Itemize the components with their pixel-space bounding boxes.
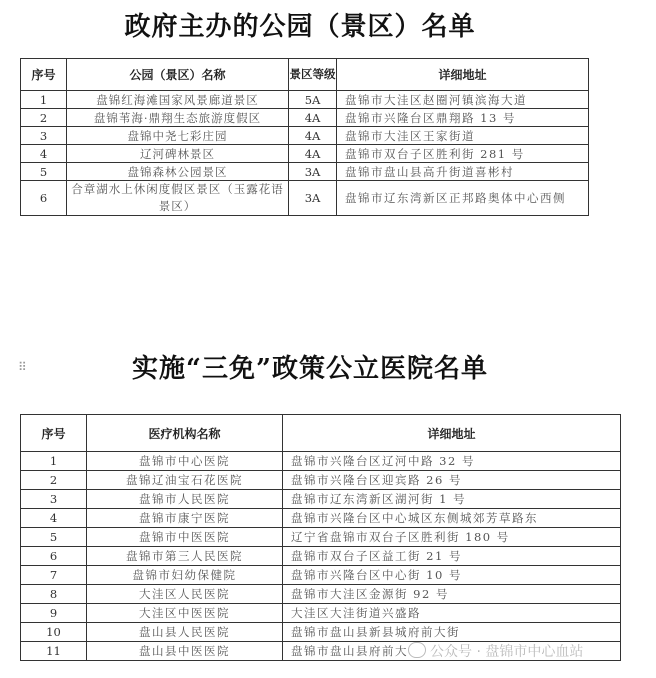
row-no: 11: [21, 642, 87, 661]
header-hospital-name: 医疗机构名称: [87, 415, 283, 452]
table-row: [21, 509, 621, 528]
row-hospital-name: 盘锦市人民医院: [87, 490, 283, 509]
row-address: 盘锦市双台子区胜利街 281 号: [337, 145, 589, 163]
row-park-name: 合章湖水上休闲度假区景区（玉露花语景区）: [67, 181, 289, 216]
row-no: 6: [21, 181, 67, 216]
row-no: 9: [21, 604, 87, 623]
header-address: 详细地址: [337, 59, 589, 91]
row-hospital-name: 盘锦市妇幼保健院: [87, 566, 283, 585]
header-address: 详细地址: [283, 415, 621, 452]
table-row: [21, 471, 621, 490]
row-address: 盘锦市大洼区王家街道: [337, 127, 589, 145]
wechat-icon: [408, 642, 426, 658]
header-park-name: 公园（景区）名称: [67, 59, 289, 91]
row-address: 盘锦市兴隆台区中心城区东侧城郊芳草路东: [283, 509, 621, 528]
row-hospital-name: 盘山县人民医院: [87, 623, 283, 642]
table-row: [21, 585, 621, 604]
row-address: 大洼区大洼街道兴盛路: [283, 604, 621, 623]
table-row: [21, 127, 589, 145]
table-row: [21, 109, 589, 127]
row-park-name: 盘锦中尧七彩庄园: [67, 127, 289, 145]
row-address: 盘锦市盘山县高升街道喜彬村: [337, 163, 589, 181]
row-level: 4A: [289, 145, 337, 163]
park-list-title: 政府主办的公园（景区）名单: [124, 12, 476, 42]
row-address: 盘锦市大洼区金源街 92 号: [283, 585, 621, 604]
table-row: [21, 490, 621, 509]
row-no: 8: [21, 585, 87, 604]
row-no: 4: [21, 509, 87, 528]
table-row: [21, 604, 621, 623]
row-hospital-name: 盘锦市中心医院: [87, 452, 283, 471]
row-hospital-name: 盘锦市康宁医院: [87, 509, 283, 528]
table-row: [21, 566, 621, 585]
row-no: 3: [21, 127, 67, 145]
row-no: 6: [21, 547, 87, 566]
header-no: 序号: [21, 415, 87, 452]
row-level: 4A: [289, 127, 337, 145]
row-hospital-name: 盘锦市中医医院: [87, 528, 283, 547]
row-address: 盘锦市大洼区赵圈河镇滨海大道: [337, 91, 589, 109]
drag-handle-icon[interactable]: ⠿: [18, 360, 27, 374]
row-park-name: 盘锦苇海·鼎翔生态旅游度假区: [67, 109, 289, 127]
header-no: 序号: [21, 59, 67, 91]
row-no: 10: [21, 623, 87, 642]
row-no: 3: [21, 490, 87, 509]
row-no: 5: [21, 163, 67, 181]
row-no: 1: [21, 452, 87, 471]
hospital-list-title: 实施“三免”政策公立医院名单: [132, 354, 488, 384]
row-level: 4A: [289, 109, 337, 127]
table-row: [21, 181, 589, 216]
row-no: 2: [21, 109, 67, 127]
row-address: 盘锦市辽东湾新区湖河街 1 号: [283, 490, 621, 509]
row-level: 3A: [289, 181, 337, 216]
row-address: 盘锦市盘山县府前大: [283, 642, 621, 661]
row-address: 盘锦市兴隆台区迎宾路 26 号: [283, 471, 621, 490]
hospital-table: [20, 414, 621, 661]
row-no: 4: [21, 145, 67, 163]
row-no: 2: [21, 471, 87, 490]
row-address: 盘锦市兴隆台区鼎翔路 13 号: [337, 109, 589, 127]
header-level: 景区等级: [289, 59, 337, 91]
row-hospital-name: 大洼区中医医院: [87, 604, 283, 623]
row-park-name: 盘锦森林公园景区: [67, 163, 289, 181]
watermark: [408, 641, 583, 661]
table-row: [21, 145, 589, 163]
table-row: [21, 91, 589, 109]
row-park-name: 辽河碑林景区: [67, 145, 289, 163]
row-address: 盘锦市兴隆台区中心街 10 号: [283, 566, 621, 585]
table-row: [21, 547, 621, 566]
row-address: 盘锦市双台子区益工街 21 号: [283, 547, 621, 566]
watermark-text: 公众号 · 盘锦市中心血站: [430, 644, 584, 660]
row-park-name: 盘锦红海滩国家风景廊道景区: [67, 91, 289, 109]
row-level: 3A: [289, 163, 337, 181]
row-hospital-name: 大洼区人民医院: [87, 585, 283, 604]
row-no: 5: [21, 528, 87, 547]
row-address: 盘锦市兴隆台区辽河中路 32 号: [283, 452, 621, 471]
park-table: [20, 58, 589, 216]
table-row: [21, 452, 621, 471]
row-address: 辽宁省盘锦市双台子区胜利街 180 号: [283, 528, 621, 547]
row-address: 盘锦市辽东湾新区正邦路奥体中心西侧: [337, 181, 589, 216]
table-row: [21, 528, 621, 547]
row-address: 盘锦市盘山县新县城府前大街: [283, 623, 621, 642]
row-level: 5A: [289, 91, 337, 109]
row-no: 7: [21, 566, 87, 585]
table-row: [21, 623, 621, 642]
row-hospital-name: 盘锦市第三人民医院: [87, 547, 283, 566]
table-row: [21, 163, 589, 181]
row-no: 1: [21, 91, 67, 109]
row-hospital-name: 盘山县中医医院: [87, 642, 283, 661]
row-hospital-name: 盘锦辽油宝石花医院: [87, 471, 283, 490]
